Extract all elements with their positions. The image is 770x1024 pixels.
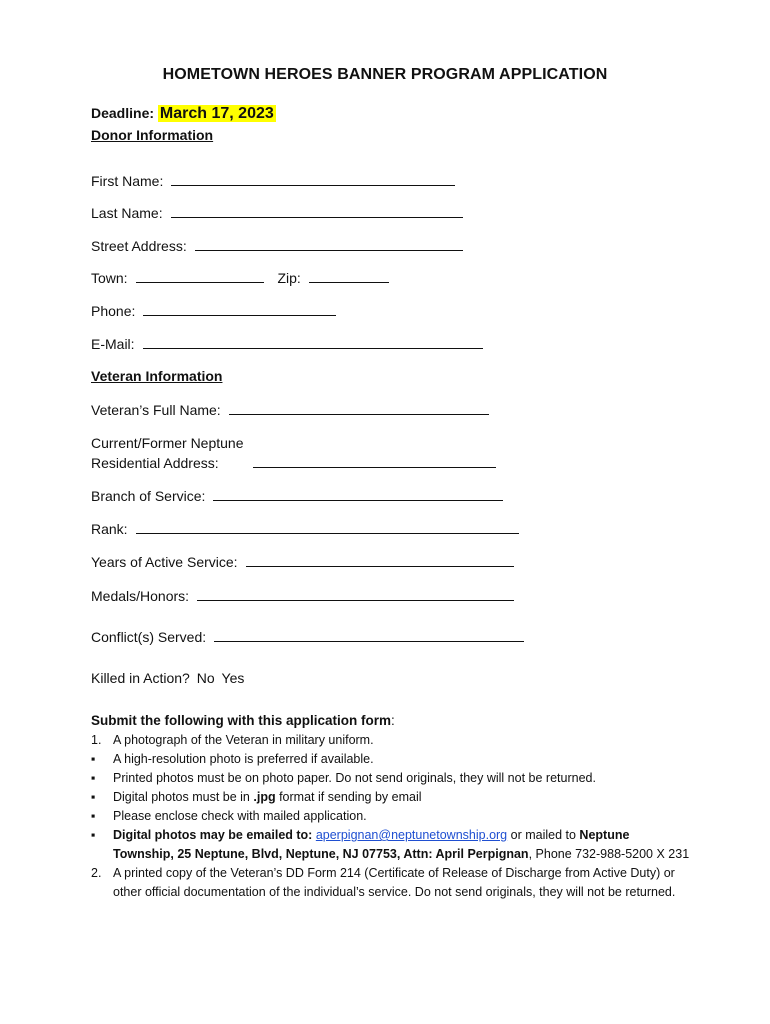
- list-item-text: A printed copy of the Veteran’s DD Form 214 (Certificate of Release of Discharge from Active Duty) or other official documentation of the individual’s service. Do not send originals, they will not be returned.: [113, 866, 676, 899]
- email-link[interactable]: aperpignan@neptunetownship.org: [315, 828, 508, 842]
- list-item-text: A photograph of the Veteran in military uniform.: [113, 733, 374, 747]
- phone-blank[interactable]: [143, 303, 336, 316]
- email-label: E-Mail:: [91, 336, 135, 352]
- mailing-address: Neptune Township, 25 Neptune, Blvd, Neptune, NJ 07753, Attn: April Perpignan: [113, 828, 630, 861]
- branch-field[interactable]: [91, 488, 503, 504]
- branch-blank[interactable]: [213, 488, 503, 501]
- town-blank[interactable]: [136, 270, 264, 283]
- last-name-field[interactable]: [91, 205, 463, 221]
- conflicts-label: Conflict(s) Served:: [91, 629, 207, 645]
- medals-blank[interactable]: [197, 588, 514, 601]
- residential-address-label-line2: Residential Address:: [91, 455, 219, 471]
- email-field[interactable]: [91, 336, 483, 352]
- residential-address-label-line1: Current/Former Neptune: [91, 435, 244, 451]
- medals-label: Medals/Honors:: [91, 588, 190, 604]
- deadline-date: March 17, 2023: [159, 105, 274, 122]
- list-item: [91, 750, 691, 769]
- veteran-section-heading: Veteran Information: [91, 368, 223, 384]
- town-label: Town:: [91, 270, 128, 286]
- phone-label: Phone:: [91, 303, 136, 319]
- submission-intro: [91, 711, 691, 730]
- form-title: HOMETOWN HEROES BANNER PROGRAM APPLICATION: [162, 66, 608, 83]
- jpg-format: .jpg: [253, 790, 276, 804]
- conflicts-blank[interactable]: [214, 629, 524, 642]
- phone-label-text: , Phone: [528, 847, 572, 861]
- email-instruction: Digital photos may be emailed to:: [113, 828, 313, 842]
- list-number: 2.: [91, 866, 102, 880]
- residential-address-blank[interactable]: [253, 455, 496, 468]
- bullet-icon: ▪: [91, 752, 96, 766]
- phone-field[interactable]: [91, 303, 336, 319]
- rank-blank[interactable]: [136, 521, 519, 534]
- veteran-full-name-field[interactable]: [91, 402, 489, 418]
- first-name-label: First Name:: [91, 173, 164, 189]
- deadline-label: Deadline:: [91, 105, 155, 121]
- list-item: [91, 864, 691, 902]
- list-item-text: format if sending by email: [279, 790, 422, 804]
- bullet-icon: ▪: [91, 790, 96, 804]
- street-address-label: Street Address:: [91, 238, 187, 254]
- conflicts-field[interactable]: [91, 629, 524, 645]
- list-item: [91, 826, 691, 864]
- list-item-text: Please enclose check with mailed application.: [113, 809, 367, 823]
- street-address-blank[interactable]: [195, 238, 463, 251]
- list-item-text: A high-resolution photo is preferred if available.: [113, 752, 374, 766]
- bullet-icon: ▪: [91, 771, 96, 785]
- years-service-label: Years of Active Service:: [91, 554, 238, 570]
- last-name-blank[interactable]: [171, 205, 463, 218]
- medals-field[interactable]: [91, 588, 514, 604]
- kia-row: [91, 670, 244, 686]
- phone-number: 732-988-5200 X 231: [575, 847, 690, 861]
- bullet-icon: ▪: [91, 828, 96, 842]
- veteran-full-name-label: Veteran’s Full Name:: [91, 402, 221, 418]
- list-item: [91, 769, 691, 788]
- residential-address-field[interactable]: [91, 455, 496, 471]
- list-item-text: Printed photos must be on photo paper. Do not send originals, they will not be returned.: [113, 771, 596, 785]
- list-item-text: or mailed to: [510, 828, 576, 842]
- list-item-text: Digital photos must be in: [113, 790, 250, 804]
- bullet-icon: ▪: [91, 809, 96, 823]
- first-name-field[interactable]: [91, 173, 455, 189]
- years-service-field[interactable]: [91, 554, 514, 570]
- kia-option-yes[interactable]: Yes: [221, 670, 245, 686]
- zip-blank[interactable]: [309, 270, 389, 283]
- last-name-label: Last Name:: [91, 205, 163, 221]
- kia-option-no[interactable]: No: [196, 670, 215, 686]
- street-address-field[interactable]: [91, 238, 463, 254]
- list-item: [91, 788, 691, 807]
- list-item: [91, 731, 691, 750]
- branch-label: Branch of Service:: [91, 488, 206, 504]
- veteran-full-name-blank[interactable]: [229, 402, 489, 415]
- submission-intro-colon: :: [391, 713, 395, 728]
- zip-label: Zip:: [277, 270, 301, 286]
- years-service-blank[interactable]: [246, 554, 514, 567]
- first-name-blank[interactable]: [171, 173, 455, 186]
- kia-label: Killed in Action?: [91, 670, 190, 686]
- submission-intro-text: Submit the following with this application form: [91, 713, 391, 728]
- rank-label: Rank:: [91, 521, 128, 537]
- deadline-line: [91, 105, 276, 123]
- donor-section-heading: Donor Information: [91, 127, 214, 143]
- email-blank[interactable]: [143, 336, 483, 349]
- rank-field[interactable]: [91, 521, 519, 537]
- submission-requirements: [91, 711, 691, 902]
- town-zip-row: [91, 270, 389, 286]
- list-number: 1.: [91, 733, 102, 747]
- list-item: [91, 807, 691, 826]
